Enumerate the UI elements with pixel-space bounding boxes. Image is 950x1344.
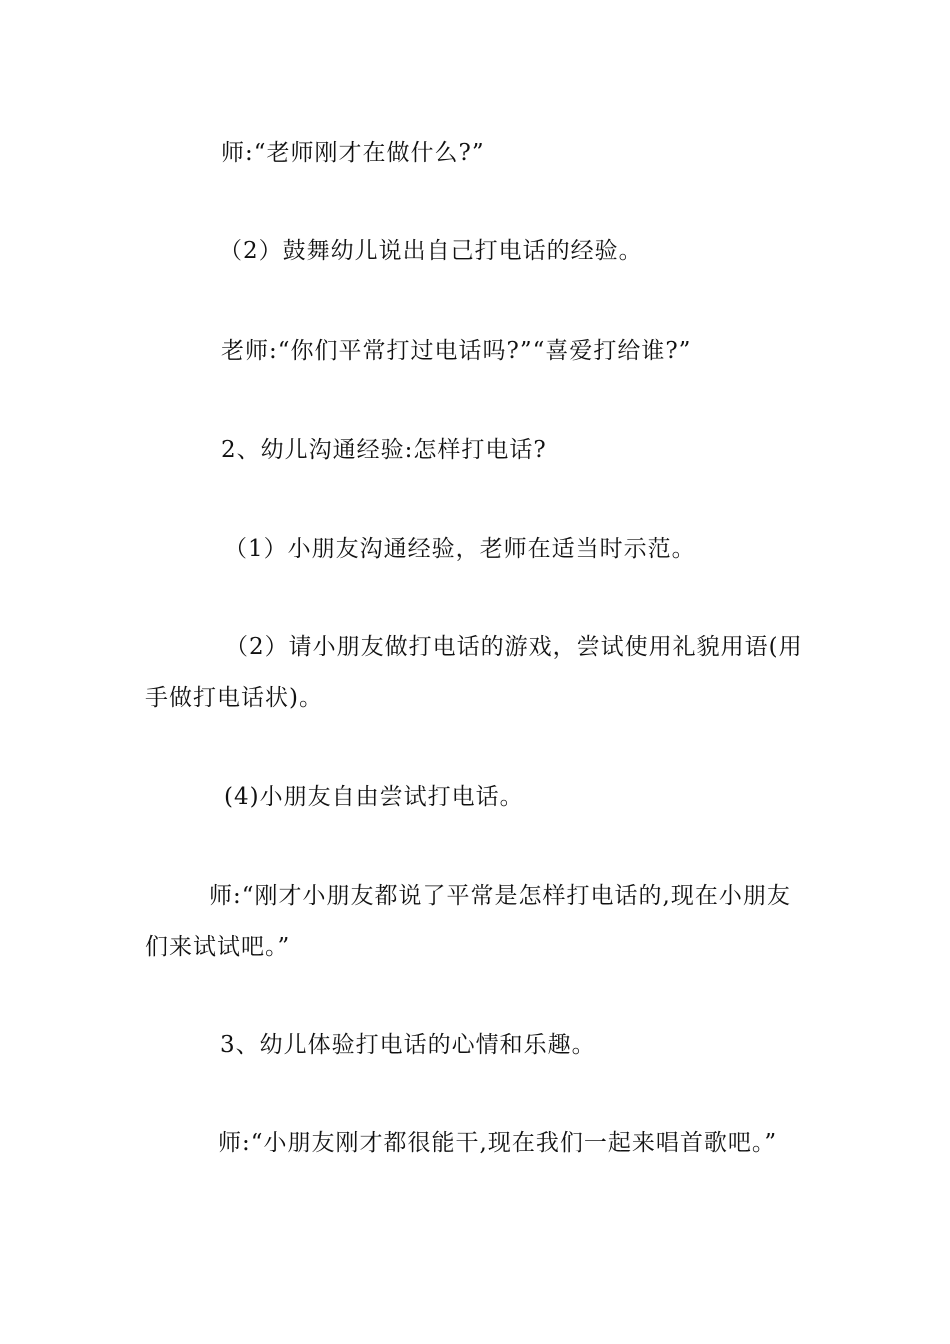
- paragraph-step-2-1: （1）小朋友沟通经验，老师在适当时示范。: [224, 536, 696, 562]
- paragraph-teacher-sing: 师:“小朋友刚才都很能干,现在我们一起来唱首歌吧。”: [218, 1130, 778, 1156]
- paragraph-teacher-ask-calls: 老师:“你们平常打过电话吗?”“喜爱打给谁?”: [221, 338, 692, 364]
- paragraph-section-2-heading: 2、幼儿沟通经验:怎样打电话?: [221, 437, 547, 463]
- paragraph-teacher-question: 师:“老师刚才在做什么?”: [221, 140, 485, 166]
- paragraph-step-2-4: (4)小朋友自由尝试打电话。: [224, 784, 524, 810]
- paragraph-step-1-2: （2）鼓舞幼儿说出自己打电话的经验。: [219, 238, 643, 264]
- paragraph-section-3-heading: 3、幼儿体验打电话的心情和乐趣。: [220, 1032, 596, 1058]
- paragraph-step-2-2: （2）请小朋友做打电话的游戏，尝试使用礼貌用语(用手做打电话状)。: [145, 634, 803, 711]
- paragraph-teacher-try-it: 师:“刚才小朋友都说了平常是怎样打电话的,现在小朋友们来试试吧。”: [145, 883, 791, 960]
